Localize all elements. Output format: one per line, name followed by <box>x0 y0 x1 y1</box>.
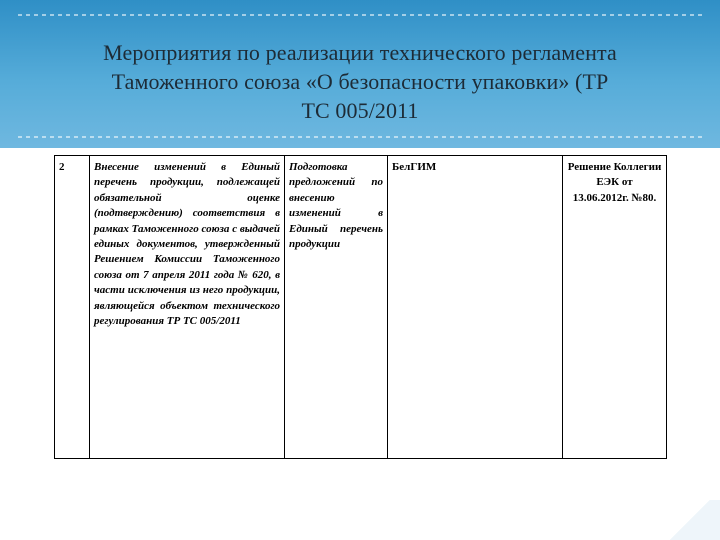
corner-decoration <box>660 500 720 540</box>
title-line-2: Таможенного союза «О безопасности упаковки» (ТР <box>111 69 609 94</box>
title-banner <box>0 0 720 148</box>
row-number: 2 <box>55 156 90 459</box>
title-line-3: ТС 005/2011 <box>301 98 419 123</box>
slide-title <box>40 38 680 125</box>
executor-cell: БелГИМ <box>388 156 563 459</box>
title-line-1: Мероприятия по реализации технического регламента <box>103 40 617 65</box>
basis-cell: Решение Коллегии ЕЭК от 13.06.2012г. №80. <box>563 156 667 459</box>
table-row <box>55 156 667 459</box>
measure-cell: Внесение изменений в Единый перечень продукции, подлежащей обязательной оценке (подтверждению) соответствия в рамках Таможенного союза с выдачей единых документов, утвержденный Решением Комиссии Таможенного союза от 7 апреля 2011 года № 620, в части исключения из него продукции, являющейся объектом технического регулирования ТР ТС 005/2011 <box>90 156 285 459</box>
work-cell: Подготовка предложений по внесению изменений в Единый перечень продукции <box>285 156 388 459</box>
measures-table <box>54 155 667 459</box>
